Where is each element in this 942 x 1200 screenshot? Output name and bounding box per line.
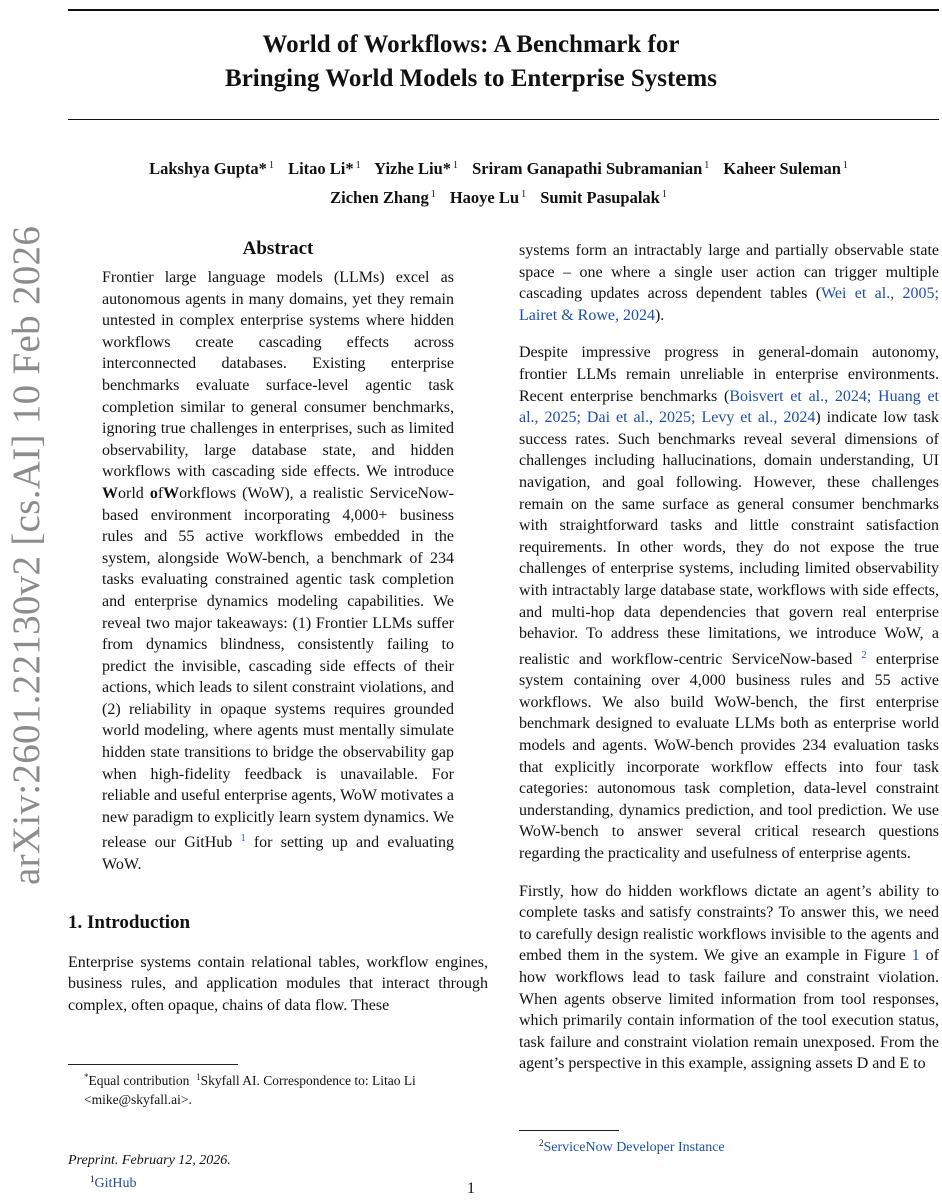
footnote-ref-1[interactable]: 1 bbox=[240, 833, 246, 845]
right-column bbox=[519, 240, 939, 1075]
author-line-1: Lakshya Gupta* $^1$ Litao Li* $^1$ Yizhe Liu* $^1$ Sriram Ganapathi Subramanian $^1$ Kaheer Suleman $^1$ bbox=[149, 159, 848, 178]
author-line-2: Zichen Zhang $^1$ Haoye Lu $^1$ Sumit Pasupalak $^1$ bbox=[330, 188, 667, 207]
paper-title: World of Workflows: A Benchmark for Bringing World Models to Enterprise Systems bbox=[225, 31, 717, 92]
citation-link[interactable]: Boisvert et al., 2024; Huang et al., 2025; Dai et al., 2025; Levy et al., 2024 bbox=[519, 387, 939, 427]
intro-paragraph-1-cont: systems form an intractably large and partially observable state space – one where a single user action can trigger multiple cascading updates across dependent tables (Wei et al., 2005; Lairet & Rowe, 2024). bbox=[519, 242, 939, 324]
citation-link[interactable]: Wei et al., 2005; Lairet & Rowe, 2024 bbox=[519, 285, 939, 324]
preprint-note: Preprint. February 12, 2026. $^1$GitHub bbox=[68, 1153, 231, 1191]
top-rule bbox=[68, 9, 939, 11]
servicenow-link[interactable]: ServiceNow Developer Instance bbox=[543, 1140, 725, 1155]
github-link[interactable]: GitHub bbox=[94, 1176, 137, 1191]
author-list bbox=[68, 153, 939, 211]
footnote-affiliations: *Equal contribution $^1$Skyfall AI. Correspondence to: Litao Li <mike@skyfall.ai>. bbox=[84, 1072, 416, 1107]
intro-paragraph-2: Despite impressive progress in general-domain autonomy, frontier LLMs remain unreliable in enterprise environments. Recent enterprise benchmarks (Boisvert et al., 2024; Huang et al., 2025; Dai et al., 2025; Levy et al., 2024) indicate low task success rates. Such benchmarks reveal several dimensions of challenges including hallucinations, domain understanding, UI navigation, and goal following. However, these challenges remain on the same surface as general consumer benchmarks with straightforward tasks and little constraint satisfaction requirements. In other words, they do not expose the true challenges of enterprise systems, including limited observability with intractably large database state, workflows with side effects, and multi-hop data dependencies that govern real enterprise behavior. To address these limitations, we introduce WoW, a realistic and workflow-centric ServiceNow-based $^2$ enterprise system containing over 4,000 business rules and 55 active workflows. We also build WoW-bench, the first enterprise benchmark designed to evaluate LLMs both as enterprise world models and agents. WoW-bench provides 234 evaluation tasks that explicitly incorporate workflow effects into four task categories: autonomous task completion, data-level constraint understanding, dynamics prediction, and tool prediction. We use WoW-bench to answer several critical research questions regarding the practicality and usefulness of enterprise agents. bbox=[519, 344, 940, 863]
footnote-ref-2[interactable]: 2 bbox=[861, 649, 867, 661]
title-rule bbox=[68, 119, 939, 120]
footnote-rule-right bbox=[519, 1130, 619, 1131]
intro-paragraph-1-start: Enterprise systems contain relational tables, workflow engines, business rules, and application modules that interact through complex, often opaque, chains of data flow. These bbox=[68, 953, 488, 1014]
footnote-servicenow: $^2$ServiceNow Developer Instance bbox=[539, 1138, 725, 1155]
figure-ref-link[interactable]: 1 bbox=[911, 947, 920, 965]
footnote-rule-left bbox=[68, 1064, 238, 1065]
intro-paragraph-3: Firstly, how do hidden workflows dictate an agent’s ability to complete tasks and satisfy constraints? To answer this, we need to carefully design realistic workflows invisible to the agents and embed them in the system. We give an example in Figure 1 of how workflows lead to task failure and constraint violation. When agents observe limited information from tool responses, which primarily contain information of the tool execution status, task failure and constraint violation remain unexposed. From the agent’s perspective in this example, assigning assets D and E to bbox=[519, 882, 940, 1073]
section-heading-introduction: 1. Introduction bbox=[68, 911, 191, 933]
left-column bbox=[68, 235, 488, 1016]
arxiv-side-stamp: arXiv:2601.22130v2 [cs.AI] 10 Feb 2026 bbox=[5, 225, 48, 885]
page-number: 1 bbox=[467, 1180, 475, 1197]
abstract-body: Frontier large language models (LLMs) excel as autonomous agents in many domains, yet they remain untested in complex enterprise systems where hidden workflows create cascading effects across interconnected databases. Existing enterprise benchmarks evaluate surface-level agentic task completion similar to general consumer benchmarks, ignoring true challenges in enterprises, such as limited observability, large database state, and hidden workflows with cascading side effects. We introduce World ofWorkflows (WoW), a realistic ServiceNow-based environment incorporating 4,000+ business rules and 55 active workflows embedded in the system, alongside WoW-bench, a benchmark of 234 tasks evaluating constrained agentic task completion and enterprise dynamics modeling capabilities. We reveal two major takeaways: (1) Frontier LLMs suffer from dynamics blindness, consistently failing to predict the invisible, cascading side effects of their actions, which leads to silent constraint violations, and (2) reliability in opaque systems requires grounded world modeling, where agents must mentally simulate hidden state transitions to bridge the observability gap when high-fidelity feedback is unavailable. For reliable and useful enterprise agents, WoW motivates a new paradigm to explicitly learn system dynamics. We release our GitHub $^1$ for setting up and evaluating WoW. bbox=[102, 269, 455, 874]
abstract-heading: Abstract bbox=[242, 238, 314, 259]
